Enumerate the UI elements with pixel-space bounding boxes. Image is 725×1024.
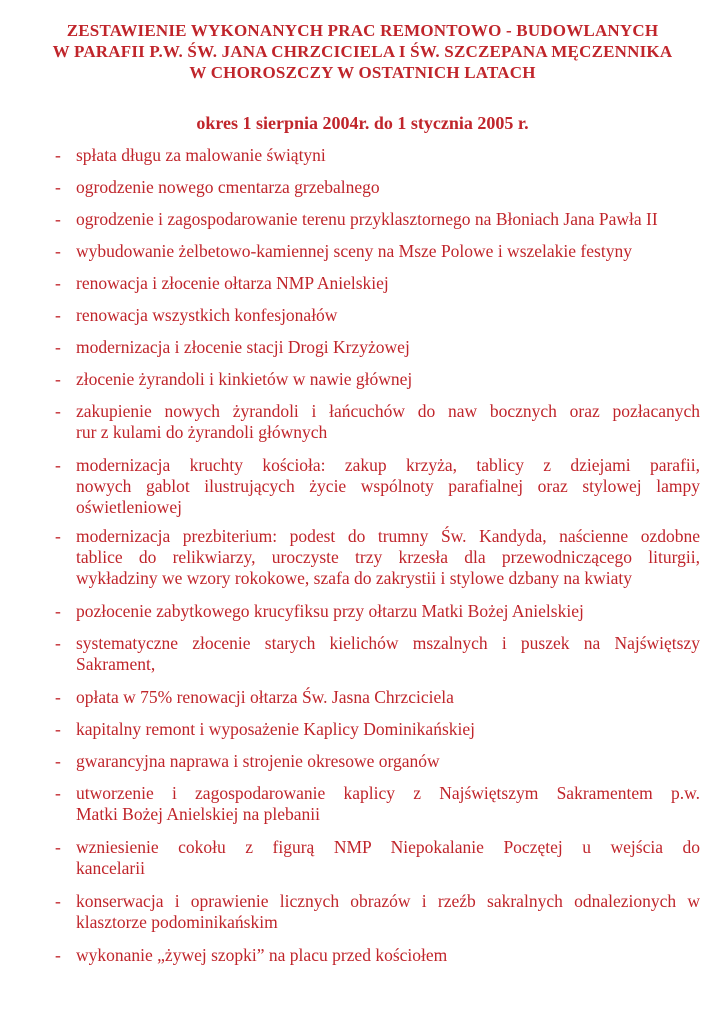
list-item-line: nowych gablot ilustrujących życie wspólnoty parafialnej oraz stylowej lampy <box>76 476 700 496</box>
bullet-dash: - <box>55 837 61 857</box>
list-item-text <box>76 401 700 443</box>
list-item-line: klasztorze podominikańskim <box>76 912 278 932</box>
list-item-text <box>76 837 700 879</box>
list-item-text <box>76 751 700 772</box>
list-item-text <box>76 209 700 230</box>
bullet-dash: - <box>55 891 61 911</box>
list-item-line: Matki Bożej Anielskiej na plebanii <box>76 804 320 824</box>
bullet-dash: - <box>55 719 61 739</box>
list-item-line: wzniesienie cokołu z figurą NMP Niepokalanie Poczętej u wejścia do <box>76 837 700 857</box>
list-item-line: kapitalny remont i wyposażenie Kaplicy Dominikańskiej <box>76 719 475 739</box>
list-item-line: wykładziny we wzory rokokowe, szafa do zakrystii i stylowe dzbany na kwiaty <box>76 568 632 588</box>
bullet-dash: - <box>55 401 61 421</box>
bullet-dash: - <box>55 241 61 261</box>
bullet-dash: - <box>55 369 61 389</box>
heading-line-1: ZESTAWIENIE WYKONANYCH PRAC REMONTOWO - BUDOWLANYCH <box>66 21 659 40</box>
bullet-dash: - <box>55 751 61 771</box>
list-item-text <box>76 526 700 589</box>
list-item-line: modernizacja i złocenie stacji Drogi Krzyżowej <box>76 337 410 357</box>
list-item-line: modernizacja prezbiterium: podest do trumny Św. Kandyda, naścienne ozdobne <box>76 526 700 546</box>
bullet-dash: - <box>55 945 61 965</box>
bullet-dash: - <box>55 209 61 229</box>
list-item-line: tablice do relikwiarzy, uroczyste trzy krzesła dla przewodniczącego liturgii, <box>76 547 700 567</box>
list-item-line: kancelarii <box>76 858 145 878</box>
list-item-text <box>76 305 700 326</box>
list-item-text <box>76 177 700 198</box>
list-item-line: opłata w 75% renowacji ołtarza Św. Jasna Chrzciciela <box>76 687 454 707</box>
list-item-text <box>76 273 700 294</box>
list-item-line: spłata długu za malowanie świątyni <box>76 145 326 165</box>
list-item-line: Sakrament, <box>76 654 156 674</box>
list-item-line: systematyczne złocenie starych kielichów mszalnych i puszek na Najświętszy <box>76 633 700 653</box>
bullet-dash: - <box>55 526 61 546</box>
bullet-dash: - <box>55 337 61 357</box>
list-item-line: gwarancyjna naprawa i strojenie okresowe organów <box>76 751 440 771</box>
list-item-line: renowacja wszystkich konfesjonałów <box>76 305 338 325</box>
list-item-line: ogrodzenie nowego cmentarza grzebalnego <box>76 177 380 197</box>
heading-line-3: W CHOROSZCZY W OSTATNICH LATACH <box>189 63 536 82</box>
list-item-line: zakupienie nowych żyrandoli i łańcuchów do naw bocznych oraz pozłacanych <box>76 401 700 421</box>
list-item-line: renowacja i złocenie ołtarza NMP Anielskiej <box>76 273 389 293</box>
bullet-dash: - <box>55 305 61 325</box>
list-item-text <box>76 145 700 166</box>
list-item-text <box>76 633 700 675</box>
bullet-dash: - <box>55 687 61 707</box>
list-item-line: utworzenie i zagospodarowanie kaplicy z Najświętszym Sakramentem p.w. <box>76 783 700 803</box>
period-subtitle: okres 1 sierpnia 2004r. do 1 stycznia 2005 r. <box>196 113 529 133</box>
list-item-line: wybudowanie żelbetowo-kamiennej sceny na Msze Polowe i wszelakie festyny <box>76 241 632 261</box>
list-item-text <box>76 455 700 518</box>
list-item-text <box>76 369 700 390</box>
list-item-text <box>76 945 700 966</box>
list-item-line: złocenie żyrandoli i kinkietów w nawie głównej <box>76 369 413 389</box>
list-item-text <box>76 337 700 358</box>
heading-line-2: W PARAFII P.W. ŚW. JANA CHRZCICIELA I ŚW. SZCZEPANA MĘCZENNIKA <box>52 42 673 61</box>
bullet-dash: - <box>55 273 61 293</box>
list-item-text <box>76 783 700 825</box>
bullet-dash: - <box>55 145 61 165</box>
bullet-dash: - <box>55 783 61 803</box>
list-item-text <box>76 719 700 740</box>
list-item-line: modernizacja kruchty kościoła: zakup krzyża, tablicy z dziejami parafii, <box>76 455 700 475</box>
list-item-line: oświetleniowej <box>76 497 182 517</box>
list-item-line: konserwacja i oprawienie licznych obrazów i rzeźb sakralnych odnalezionych w <box>76 891 700 911</box>
list-item-text <box>76 241 700 262</box>
list-item-line: ogrodzenie i zagospodarowanie terenu przyklasztornego na Błoniach Jana Pawła II <box>76 209 658 229</box>
bullet-dash: - <box>55 633 61 653</box>
bullet-dash: - <box>55 177 61 197</box>
list-item-text <box>76 891 700 933</box>
list-item-line: pozłocenie zabytkowego krucyfiksu przy ołtarzu Matki Bożej Anielskiej <box>76 601 584 621</box>
bullet-dash: - <box>55 455 61 475</box>
bullet-dash: - <box>55 601 61 621</box>
list-item-line: rur z kulami do żyrandoli głównych <box>76 422 328 442</box>
list-item-line: wykonanie „żywej szopki” na placu przed kościołem <box>76 945 448 965</box>
list-item-text <box>76 687 700 708</box>
list-item-text <box>76 601 700 622</box>
